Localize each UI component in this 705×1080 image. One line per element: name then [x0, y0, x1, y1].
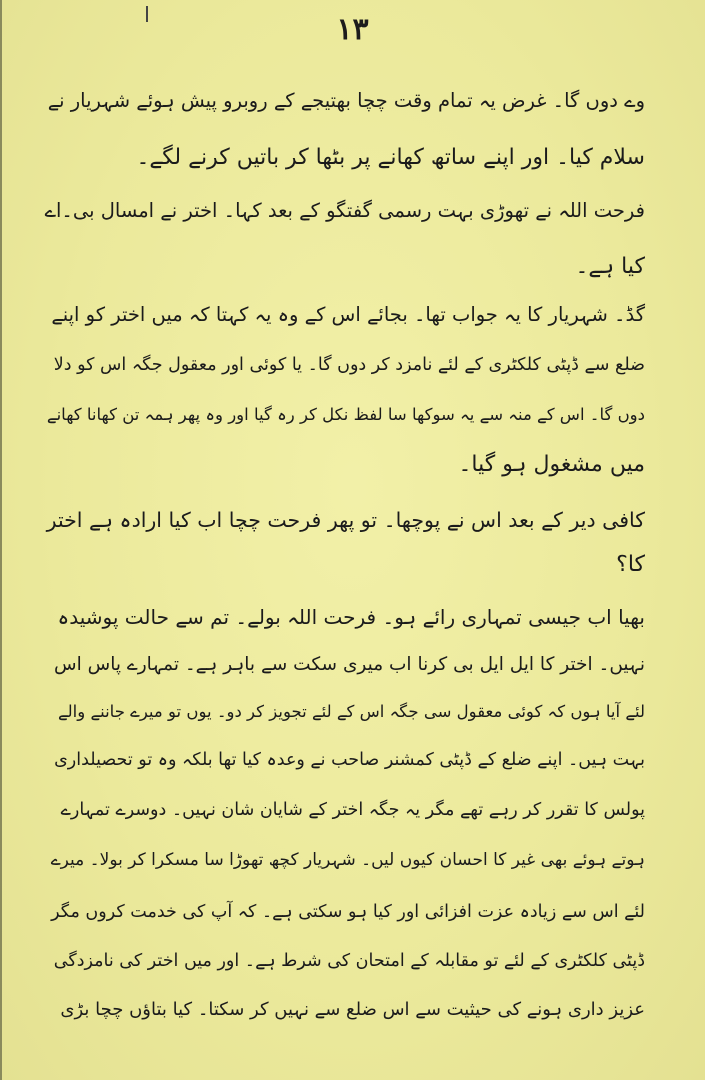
text-line: پولس کا تقرر کر رہے تھے مگر یہ جگہ اختر کے شایان شان نہیں۔ دوسرے تمہارے [60, 800, 645, 820]
text-line: کا؟ [616, 552, 645, 577]
text-line: ڈپٹی کلکٹری کے لئے تو مقابلہ کے امتحان کی شرط ہے۔ اور میں اختر کی نامزدگی [53, 951, 645, 971]
text-line: کافی دیر کے بعد اس نے پوچھا۔ تو پھر فرحت چچا اب کیا ارادہ ہے اختر [46, 508, 645, 532]
text-line: کیا ہے۔ [575, 254, 645, 279]
text-line: لئے آیا ہوں کہ کوئی معقول سی جگہ اس کے لئے تجویز کر دو۔ یوں تو میرے جاننے والے [57, 702, 645, 721]
text-line: دوں گا۔ اس کے منہ سے یہ سوکھا سا لفظ نکل کر رہ گیا اور وہ پھر ہمہ تن کھانا کھانے [46, 405, 645, 424]
text-line: میں مشغول ہو گیا۔ [458, 452, 645, 477]
text-line: عزیز داری ہونے کی حیثیت سے اس ضلع سے نہیں کر سکتا۔ کیا بتاؤں چچا بڑی [60, 999, 645, 1020]
text-line: لئے اس سے زیادہ عزت افزائی اور کیا ہو سکتی ہے۔ کہ آپ کی خدمت کروں مگر [51, 902, 645, 922]
text-line: وے دوں گا۔ غرض یہ تمام وقت چچا بھتیجے کے روبرو پیش ہوئے شہریار نے [47, 89, 645, 112]
text-line: نہیں۔ اختر کا ایل ایل بی کرنا اب میری سکت سے باہر ہے۔ تمہارے پاس اس [54, 654, 645, 675]
page-number: ۱۳ [336, 12, 369, 47]
text-line: ضلع سے ڈپٹی کلکٹری کے لئے نامزد کر دوں گا۔ یا کوئی اور معقول جگہ اس کو دلا [53, 355, 645, 375]
text-line: گڈ۔ شہریار کا یہ جواب تھا۔ بجائے اس کے وہ یہ کہتا کہ میں اختر کو اپنے [51, 303, 645, 326]
text-line: سلام کیا۔ اور اپنے ساتھ کھانے پر بٹھا کر باتیں کرنے لگے۔ [136, 145, 645, 170]
text-line: ہوتے ہوئے بھی غیر کا احسان کیوں لیں۔ شہریار کچھ تھوڑا سا مسکرا کر بولا۔ میرے [50, 850, 645, 870]
text-line: بہت ہیں۔ اپنے ضلع کے ڈپٹی کمشنر صاحب نے وعدہ کیا تھا بلکہ وہ تو تحصیلداری [54, 750, 645, 770]
text-line: فرحت اللہ نے تھوڑی بہت رسمی گفتگو کے بعد کہا۔ اختر نے امسال بی۔اے [44, 199, 645, 222]
text-line: بھیا اب جیسی تمہاری رائے ہو۔ فرحت اللہ بولے۔ تم سے حالت پوشیدہ [57, 605, 645, 629]
page-edge [0, 0, 2, 1080]
